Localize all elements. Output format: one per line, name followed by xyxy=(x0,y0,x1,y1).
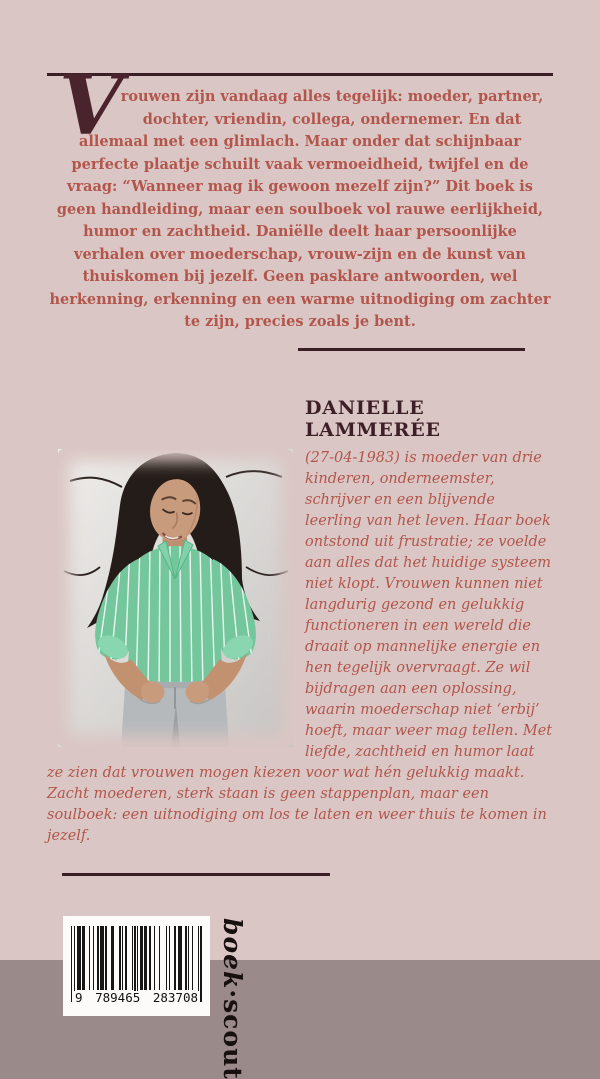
publisher-logo-separator: · xyxy=(218,988,247,999)
barcode-digit-group2: 283708 xyxy=(152,989,198,1005)
publisher-logo xyxy=(218,917,247,1079)
intro-section xyxy=(47,58,553,334)
publisher-logo-part2: scout xyxy=(218,998,247,1079)
drop-cap: V xyxy=(59,58,123,154)
bottom-rule xyxy=(62,873,330,876)
publisher-logo-part1: boek xyxy=(218,917,247,989)
barcode-digit-group1: 789465 xyxy=(95,989,141,1005)
author-section xyxy=(47,397,553,847)
bottom-row xyxy=(63,916,553,1079)
author-photo-illustration xyxy=(58,449,293,747)
barcode xyxy=(63,916,210,1016)
author-bio: (27-04-1983) is moeder van drie kinderen, onderneemster, schrijver en een blijvende leerling van het leven. Haar boek ontstond uit frustratie; ze voelde aan alles dat het huidige systeem niet klopt. Vrouwen kunnen niet langdurig gezond en gelukkig functioneren in een wereld die draait op mannelijke energie en hen tegelijk overvraagt. Ze wil bijdragen aan een oplossing, waarin moederschap niet ‘erbij’ hoeft, maar weer mag tellen. Met liefde, zachtheid en humor laat ze zien dat vrouwen mogen kiezen voor wat hén gelukkig maakt. Zacht moederen, sterk staan is geen stappenplan, maar een soulboek: een uitnodiging om los te laten en weer thuis te komen in jezelf. xyxy=(47,449,553,844)
author-name: DANIELLE LAMMERÉE xyxy=(305,396,441,441)
intro-paragraph: rouwen zijn vandaag alles tegelijk: moeder, partner, dochter, vriendin, collega, ondernemer. En dat allemaal met een glimlach. Maar onder dat schijnbaar perfecte plaatje schuilt vaak vermoeidheid, twijfel en de vraag: “Wanneer mag ik gewoon mezelf zijn?” Dit boek is geen handleiding, maar een soulboek vol rauwe eerlijkheid, humor en zachtheid. Daniëlle deelt haar persoonlijke verhalen over moederschap, vrouw-zijn en de kunst van thuiskomen bij jezelf. Geen pasklare antwoorden, wel herkenning, erkenning en een warme uitnodiging om zachter te zijn, precies zoals je bent. xyxy=(49,88,551,330)
barcode-digits xyxy=(71,991,202,1004)
barcode-digit-lead: 9 xyxy=(75,989,83,1005)
author-photo xyxy=(58,449,293,747)
mid-rule xyxy=(298,348,525,351)
